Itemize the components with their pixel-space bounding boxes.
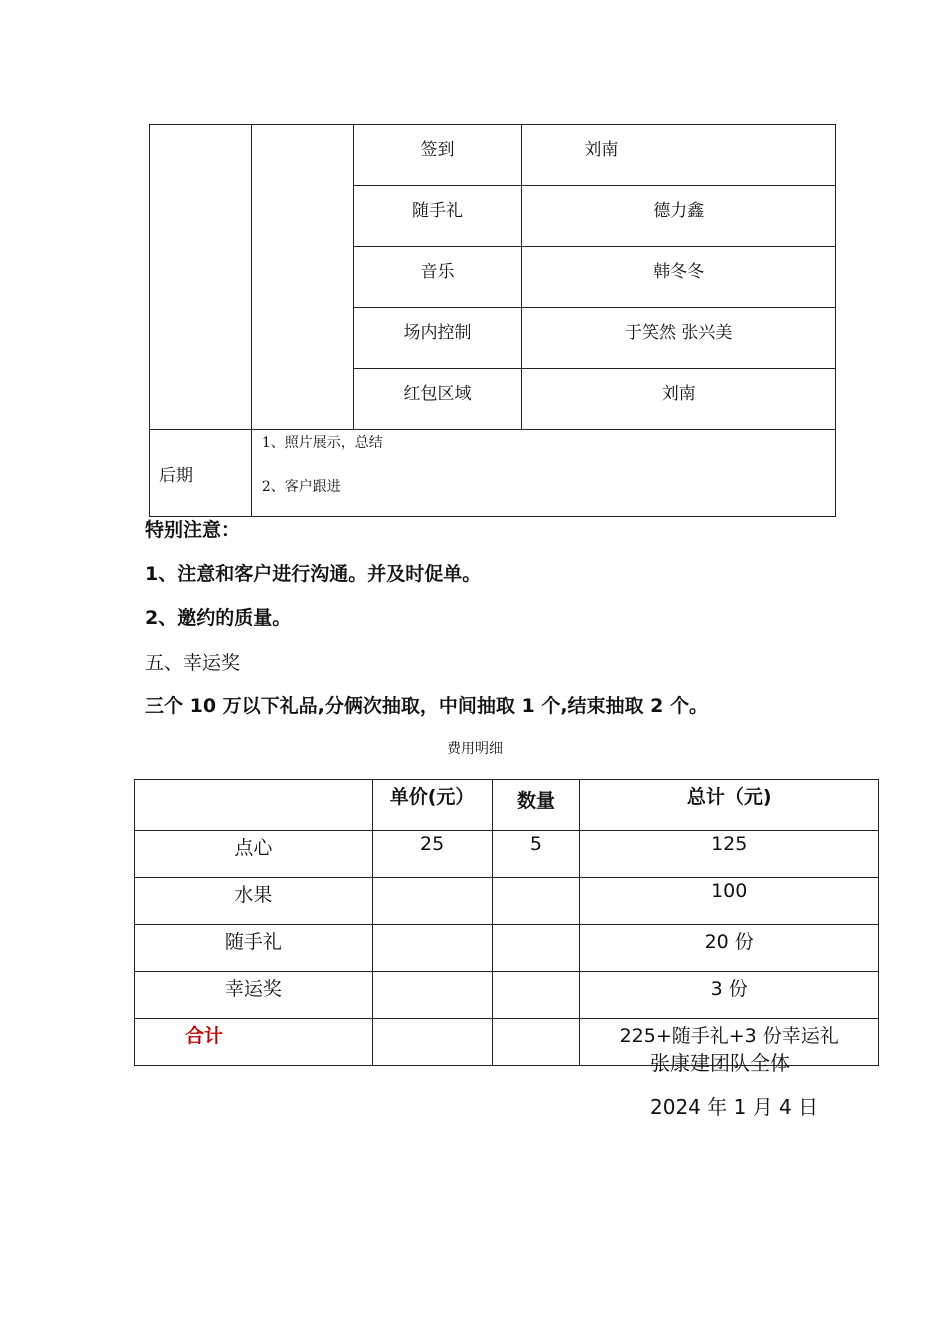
table-row xyxy=(135,925,879,972)
table-row xyxy=(135,831,879,878)
qty-cell xyxy=(492,1019,580,1066)
sum-label: 合计 xyxy=(135,1019,373,1066)
lucky-text: 三个 10 万以下礼品,分俩次抽取，中间抽取 1 个,结束抽取 2 个。 xyxy=(145,695,709,717)
item-cell: 点心 xyxy=(135,831,373,878)
stage-label: 后期 xyxy=(150,430,252,517)
task-cell: 签到 xyxy=(353,125,522,186)
price-cell xyxy=(372,925,492,972)
qty-cell xyxy=(492,925,580,972)
item-cell: 随手礼 xyxy=(135,925,373,972)
table-header-row xyxy=(135,780,879,831)
cost-table xyxy=(134,779,879,1066)
price-cell xyxy=(372,1019,492,1066)
table-row xyxy=(135,972,879,1019)
total-cell: 100 xyxy=(580,878,879,925)
header-cell: 单价(元） xyxy=(372,780,492,831)
sum-total: 225+随手礼+3 份幸运礼 xyxy=(580,1019,879,1066)
header-cell: 总计（元) xyxy=(580,780,879,831)
total-cell: 3 份 xyxy=(580,972,879,1019)
owner-cell: 德力鑫 xyxy=(522,186,836,247)
qty-cell: 5 xyxy=(492,831,580,878)
price-cell xyxy=(372,972,492,1019)
task-cell: 随手礼 xyxy=(353,186,522,247)
note-item: 1、照片展示，总结 xyxy=(261,435,383,451)
table-row xyxy=(135,878,879,925)
table-row xyxy=(150,125,836,186)
table-row xyxy=(150,430,836,517)
signature-date: 2024 年 1 月 4 日 xyxy=(650,1095,819,1119)
stage-cell-empty xyxy=(150,125,252,430)
owner-cell: 刘南 xyxy=(522,125,836,186)
price-cell xyxy=(372,878,492,925)
total-cell: 125 xyxy=(580,831,879,878)
total-cell: 20 份 xyxy=(580,925,879,972)
item-cell: 幸运奖 xyxy=(135,972,373,1019)
signature-team: 张康建团队全体 xyxy=(650,1051,790,1075)
header-cell: 数量 xyxy=(492,780,580,831)
schedule-table xyxy=(149,124,836,517)
cost-title: 费用明细 xyxy=(447,741,503,757)
substage-cell-empty xyxy=(251,125,353,430)
owner-cell: 韩冬冬 xyxy=(522,247,836,308)
task-cell: 音乐 xyxy=(353,247,522,308)
price-cell: 25 xyxy=(372,831,492,878)
item-cell: 水果 xyxy=(135,878,373,925)
owner-cell: 刘南 xyxy=(522,369,836,430)
task-cell: 场内控制 xyxy=(353,308,522,369)
header-cell xyxy=(135,780,373,831)
later-notes xyxy=(251,430,835,517)
qty-cell xyxy=(492,878,580,925)
qty-cell xyxy=(492,972,580,1019)
note-item: 2、客户跟进 xyxy=(261,479,341,495)
owner-cell: 于笑然 张兴美 xyxy=(522,308,836,369)
notice-item: 2、邀约的质量。 xyxy=(145,607,292,629)
task-cell: 红包区域 xyxy=(353,369,522,430)
lucky-heading: 五、幸运奖 xyxy=(145,652,241,674)
notice-item: 1、注意和客户进行沟通。并及时促单。 xyxy=(145,563,482,585)
notice-heading: 特别注意： xyxy=(145,519,241,541)
